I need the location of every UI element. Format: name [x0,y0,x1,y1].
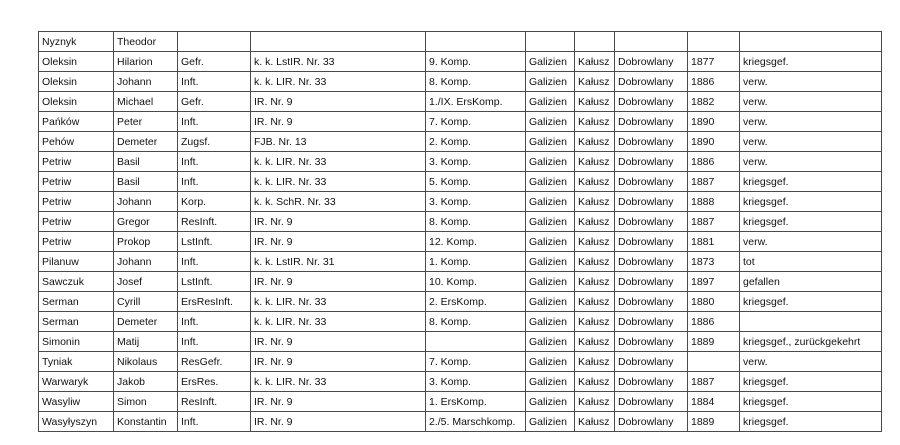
rank-cell: Inft. [178,112,251,132]
status-cell: verw. [740,92,882,112]
table-row [39,112,882,132]
surname-cell: Oleksin [39,72,114,92]
surname-cell: Petriw [39,172,114,192]
company-cell [426,32,526,52]
company-cell: 3. Komp. [426,372,526,392]
company-cell: 2. ErsKomp. [426,292,526,312]
unit-cell: k. k. LIR. Nr. 33 [251,312,426,332]
surname-cell: Petriw [39,152,114,172]
unit-cell: k. k. LIR. Nr. 33 [251,72,426,92]
town-cell: Dobrowlany [615,352,688,372]
casualty-list-table [38,31,882,432]
given-name-cell: Simon [114,392,178,412]
rank-cell: ErsResInft. [178,292,251,312]
status-cell: kriegsgef. [740,292,882,312]
birth-year-cell: 1886 [688,72,740,92]
rank-cell: ResGefr. [178,352,251,372]
company-cell: 5. Komp. [426,172,526,192]
town-cell: Dobrowlany [615,152,688,172]
birth-year-cell: 1877 [688,52,740,72]
province-cell: Galizien [526,412,575,432]
company-cell [426,332,526,352]
district-cell: Kałusz [575,332,615,352]
town-cell: Dobrowlany [615,412,688,432]
given-name-cell: Matij [114,332,178,352]
surname-cell: Tyniak [39,352,114,372]
unit-cell: IR. Nr. 9 [251,392,426,412]
given-name-cell: Hilarion [114,52,178,72]
rank-cell: LstInft. [178,232,251,252]
birth-year-cell: 1889 [688,412,740,432]
district-cell: Kałusz [575,52,615,72]
rank-cell: Inft. [178,152,251,172]
town-cell: Dobrowlany [615,332,688,352]
rank-cell: Inft. [178,252,251,272]
company-cell: 1. Komp. [426,252,526,272]
given-name-cell: Johann [114,192,178,212]
unit-cell [251,32,426,52]
table-row [39,172,882,192]
surname-cell: Pilanuw [39,252,114,272]
birth-year-cell [688,352,740,372]
birth-year-cell: 1887 [688,212,740,232]
rank-cell: Inft. [178,172,251,192]
unit-cell: IR. Nr. 9 [251,112,426,132]
district-cell: Kałusz [575,392,615,412]
surname-cell: Oleksin [39,92,114,112]
birth-year-cell: 1890 [688,132,740,152]
unit-cell: IR. Nr. 9 [251,232,426,252]
given-name-cell: Theodor [114,32,178,52]
province-cell: Galizien [526,172,575,192]
status-cell: kriegsgef. [740,192,882,212]
town-cell: Dobrowlany [615,172,688,192]
surname-cell: Sawczuk [39,272,114,292]
table-row [39,272,882,292]
province-cell [526,32,575,52]
company-cell: 3. Komp. [426,192,526,212]
town-cell: Dobrowlany [615,92,688,112]
company-cell: 3. Komp. [426,152,526,172]
table-row [39,92,882,112]
given-name-cell: Nikolaus [114,352,178,372]
company-cell: 9. Komp. [426,52,526,72]
status-cell: kriegsgef. [740,372,882,392]
town-cell: Dobrowlany [615,372,688,392]
unit-cell: k. k. LIR. Nr. 33 [251,292,426,312]
birth-year-cell: 1890 [688,112,740,132]
given-name-cell: Peter [114,112,178,132]
birth-year-cell: 1880 [688,292,740,312]
table-row [39,352,882,372]
birth-year-cell: 1886 [688,152,740,172]
surname-cell: Simonin [39,332,114,352]
district-cell: Kałusz [575,292,615,312]
status-cell: kriegsgef., zurückgekehrt [740,332,882,352]
rank-cell: Gefr. [178,52,251,72]
company-cell: 7. Komp. [426,352,526,372]
status-cell: verw. [740,132,882,152]
town-cell: Dobrowlany [615,312,688,332]
birth-year-cell: 1887 [688,172,740,192]
table-row [39,312,882,332]
unit-cell: FJB. Nr. 13 [251,132,426,152]
birth-year-cell: 1887 [688,372,740,392]
status-cell: verw. [740,112,882,132]
town-cell: Dobrowlany [615,272,688,292]
status-cell: tot [740,252,882,272]
town-cell: Dobrowlany [615,132,688,152]
surname-cell: Petriw [39,232,114,252]
town-cell: Dobrowlany [615,72,688,92]
table-row [39,232,882,252]
table-row [39,252,882,272]
province-cell: Galizien [526,372,575,392]
unit-cell: IR. Nr. 9 [251,92,426,112]
unit-cell: IR. Nr. 9 [251,272,426,292]
town-cell: Dobrowlany [615,52,688,72]
province-cell: Galizien [526,312,575,332]
birth-year-cell: 1889 [688,332,740,352]
province-cell: Galizien [526,112,575,132]
surname-cell: Oleksin [39,52,114,72]
company-cell: 1. ErsKomp. [426,392,526,412]
given-name-cell: Basil [114,172,178,192]
rank-cell: Inft. [178,72,251,92]
province-cell: Galizien [526,232,575,252]
district-cell: Kałusz [575,232,615,252]
unit-cell: k. k. LIR. Nr. 33 [251,172,426,192]
status-cell: verw. [740,352,882,372]
given-name-cell: Gregor [114,212,178,232]
province-cell: Galizien [526,92,575,112]
status-cell: kriegsgef. [740,392,882,412]
table-row [39,32,882,52]
rank-cell: Korp. [178,192,251,212]
table-row [39,212,882,232]
unit-cell: k. k. LstIR. Nr. 31 [251,252,426,272]
surname-cell: Wasyliw [39,392,114,412]
town-cell: Dobrowlany [615,392,688,412]
surname-cell: Petriw [39,192,114,212]
table-row [39,132,882,152]
province-cell: Galizien [526,292,575,312]
province-cell: Galizien [526,132,575,152]
district-cell: Kałusz [575,172,615,192]
surname-cell: Serman [39,312,114,332]
town-cell: Dobrowlany [615,212,688,232]
given-name-cell: Demeter [114,132,178,152]
rank-cell: ResInft. [178,392,251,412]
province-cell: Galizien [526,192,575,212]
surname-cell: Serman [39,292,114,312]
birth-year-cell: 1897 [688,272,740,292]
status-cell: kriegsgef. [740,212,882,232]
province-cell: Galizien [526,212,575,232]
status-cell [740,312,882,332]
town-cell: Dobrowlany [615,252,688,272]
status-cell: gefallen [740,272,882,292]
unit-cell: k. k. SchR. Nr. 33 [251,192,426,212]
district-cell: Kałusz [575,92,615,112]
given-name-cell: Jakob [114,372,178,392]
district-cell: Kałusz [575,132,615,152]
table-row [39,52,882,72]
district-cell: Kałusz [575,272,615,292]
surname-cell: Petriw [39,212,114,232]
given-name-cell: Prokop [114,232,178,252]
unit-cell: k. k. LIR. Nr. 33 [251,152,426,172]
district-cell: Kałusz [575,412,615,432]
birth-year-cell: 1881 [688,232,740,252]
province-cell: Galizien [526,272,575,292]
status-cell: kriegsgef. [740,52,882,72]
birth-year-cell: 1886 [688,312,740,332]
district-cell: Kałusz [575,352,615,372]
unit-cell: IR. Nr. 9 [251,212,426,232]
birth-year-cell: 1873 [688,252,740,272]
company-cell: 7. Komp. [426,112,526,132]
rank-cell: Gefr. [178,92,251,112]
birth-year-cell: 1888 [688,192,740,212]
table-row [39,332,882,352]
district-cell: Kałusz [575,152,615,172]
unit-cell: IR. Nr. 9 [251,352,426,372]
province-cell: Galizien [526,352,575,372]
surname-cell: Pehów [39,132,114,152]
rank-cell [178,32,251,52]
town-cell: Dobrowlany [615,112,688,132]
unit-cell: k. k. LstIR. Nr. 33 [251,52,426,72]
province-cell: Galizien [526,152,575,172]
status-cell: verw. [740,232,882,252]
rank-cell: Inft. [178,412,251,432]
town-cell: Dobrowlany [615,292,688,312]
surname-cell: Warwaryk [39,372,114,392]
company-cell: 1./IX. ErsKomp. [426,92,526,112]
birth-year-cell [688,32,740,52]
status-cell: verw. [740,152,882,172]
status-cell: kriegsgef. [740,172,882,192]
rank-cell: Inft. [178,312,251,332]
town-cell: Dobrowlany [615,232,688,252]
company-cell: 10. Komp. [426,272,526,292]
company-cell: 2./5. Marschkomp. [426,412,526,432]
table-row [39,152,882,172]
rank-cell: LstInft. [178,272,251,292]
district-cell: Kałusz [575,192,615,212]
province-cell: Galizien [526,392,575,412]
province-cell: Galizien [526,52,575,72]
company-cell: 2. Komp. [426,132,526,152]
status-cell: kriegsgef. [740,412,882,432]
district-cell: Kałusz [575,252,615,272]
surname-cell: Nyznyk [39,32,114,52]
province-cell: Galizien [526,252,575,272]
surname-cell: Pańków [39,112,114,132]
given-name-cell: Michael [114,92,178,112]
district-cell: Kałusz [575,212,615,232]
given-name-cell: Demeter [114,312,178,332]
table-row [39,412,882,432]
table-row [39,292,882,312]
company-cell: 8. Komp. [426,312,526,332]
town-cell [615,32,688,52]
rank-cell: ResInft. [178,212,251,232]
unit-cell: IR. Nr. 9 [251,412,426,432]
table-row [39,192,882,212]
table-body [39,32,882,432]
company-cell: 8. Komp. [426,212,526,232]
district-cell [575,32,615,52]
district-cell: Kałusz [575,72,615,92]
given-name-cell: Johann [114,252,178,272]
unit-cell: IR. Nr. 9 [251,332,426,352]
province-cell: Galizien [526,332,575,352]
table-row [39,72,882,92]
given-name-cell: Josef [114,272,178,292]
district-cell: Kałusz [575,312,615,332]
surname-cell: Wasyłyszyn [39,412,114,432]
given-name-cell: Konstantin [114,412,178,432]
given-name-cell: Basil [114,152,178,172]
birth-year-cell: 1884 [688,392,740,412]
rank-cell: Zugsf. [178,132,251,152]
company-cell: 8. Komp. [426,72,526,92]
unit-cell: k. k. LIR. Nr. 33 [251,372,426,392]
town-cell: Dobrowlany [615,192,688,212]
province-cell: Galizien [526,72,575,92]
district-cell: Kałusz [575,372,615,392]
given-name-cell: Johann [114,72,178,92]
status-cell: verw. [740,72,882,92]
table-row [39,392,882,412]
birth-year-cell: 1882 [688,92,740,112]
rank-cell: ErsRes. [178,372,251,392]
status-cell [740,32,882,52]
rank-cell: Inft. [178,332,251,352]
table-row [39,372,882,392]
company-cell: 12. Komp. [426,232,526,252]
given-name-cell: Cyrill [114,292,178,312]
district-cell: Kałusz [575,112,615,132]
